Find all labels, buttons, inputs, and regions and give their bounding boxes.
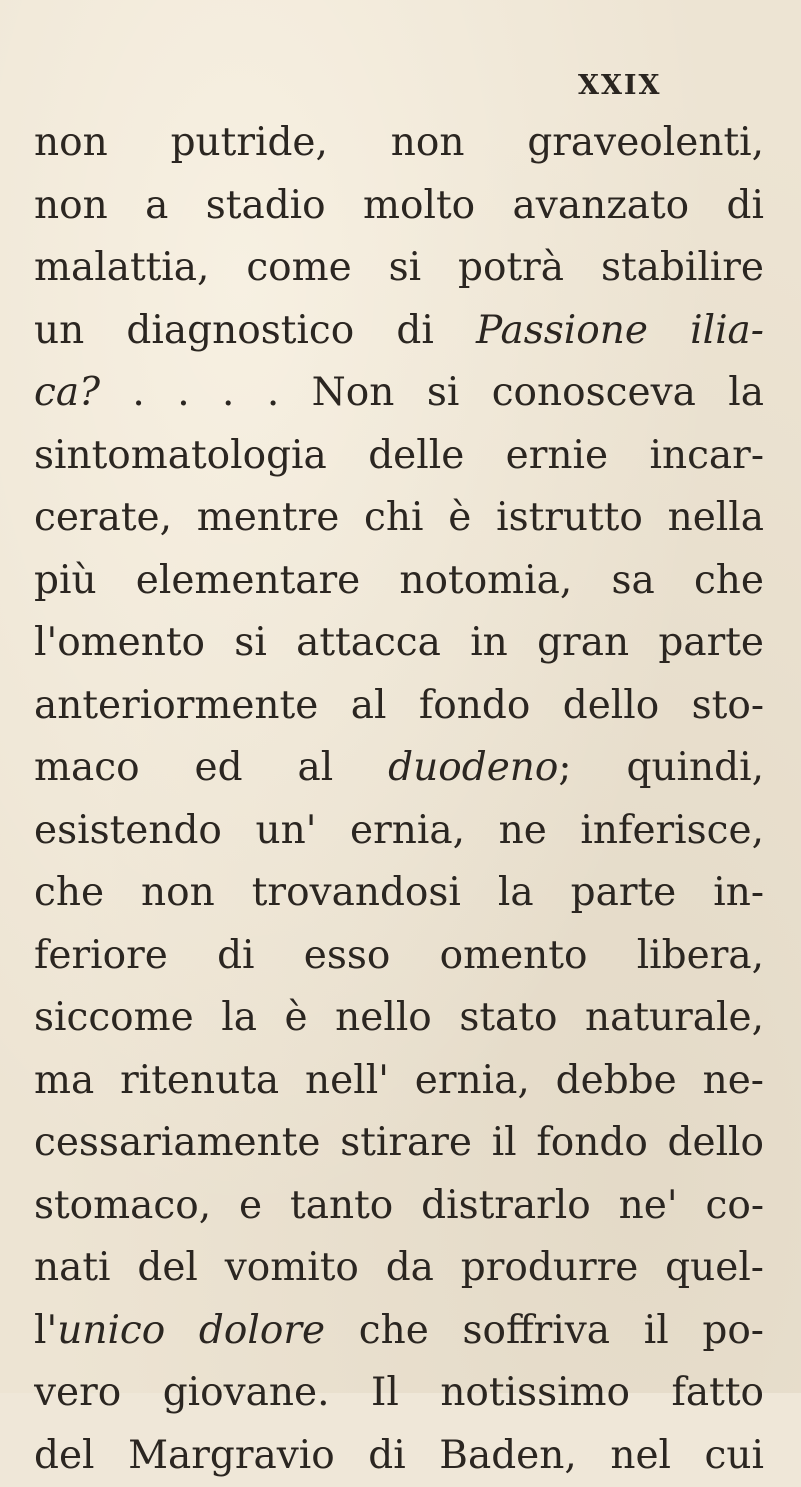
text-span: che soffriva il po- xyxy=(325,1308,764,1353)
text-span: ma ritenuta nell' ernia, debbe ne- xyxy=(34,1058,764,1103)
italic-term: Passione ilia- xyxy=(476,308,764,353)
text-line xyxy=(34,487,764,550)
text-span: più elementare notomia, sa che xyxy=(34,558,764,603)
text-line xyxy=(34,800,764,863)
text-span: che non trovandosi la parte in- xyxy=(34,870,764,915)
text-line xyxy=(34,362,764,425)
text-line xyxy=(34,612,764,675)
text-line xyxy=(34,112,764,175)
text-line xyxy=(34,987,764,1050)
text-span: non a stadio molto avanzato di xyxy=(34,183,764,228)
text-line xyxy=(34,1362,764,1425)
text-span: . . . . Non si conosceva la xyxy=(100,370,764,415)
text-span: l' xyxy=(34,1308,57,1353)
text-span: ; quindi, xyxy=(558,745,764,790)
text-line xyxy=(34,300,764,363)
text-span: feriore di esso omento libera, xyxy=(34,933,764,978)
text-line xyxy=(34,1050,764,1113)
text-line xyxy=(34,1112,764,1175)
text-span: l'omento si attacca in gran parte xyxy=(34,620,764,665)
text-line xyxy=(34,425,764,488)
text-span: siccome la è nello stato naturale, xyxy=(34,995,764,1040)
italic-term: ca? xyxy=(34,370,100,415)
text-span: anteriormente al fondo dello sto- xyxy=(34,683,764,728)
text-span: sintomatologia delle ernie incar- xyxy=(34,433,764,478)
italic-term: duodeno xyxy=(388,745,558,790)
text-line xyxy=(34,675,764,738)
text-line xyxy=(34,175,764,238)
text-span: stomaco, e tanto distrarlo ne' co- xyxy=(34,1183,764,1228)
body-text xyxy=(34,112,764,1487)
text-span: cerate, mentre chi è istrutto nella xyxy=(34,495,764,540)
text-span: nati del vomito da produrre quel- xyxy=(34,1245,764,1290)
text-line xyxy=(34,737,764,800)
text-line xyxy=(34,1237,764,1300)
text-line xyxy=(34,550,764,613)
text-span: malattia, come si potrà stabilire xyxy=(34,245,764,290)
text-span: cessariamente stirare il fondo dello xyxy=(34,1120,764,1165)
text-line xyxy=(34,1175,764,1238)
text-span: un diagnostico di xyxy=(34,308,476,353)
text-span: vero giovane. Il notissimo fatto xyxy=(34,1370,764,1415)
page-number: XXIX xyxy=(578,70,658,101)
text-line xyxy=(34,1425,764,1487)
text-line xyxy=(34,1300,764,1363)
italic-term: unico dolore xyxy=(57,1308,325,1353)
text-span: esistendo un' ernia, ne inferisce, xyxy=(34,808,764,853)
text-line xyxy=(34,237,764,300)
text-span: non putride, non graveolenti, xyxy=(34,120,764,165)
text-line xyxy=(34,925,764,988)
text-span: del Margravio di Baden, nel cui xyxy=(34,1433,764,1478)
text-span: maco ed al xyxy=(34,745,388,790)
text-line xyxy=(34,862,764,925)
